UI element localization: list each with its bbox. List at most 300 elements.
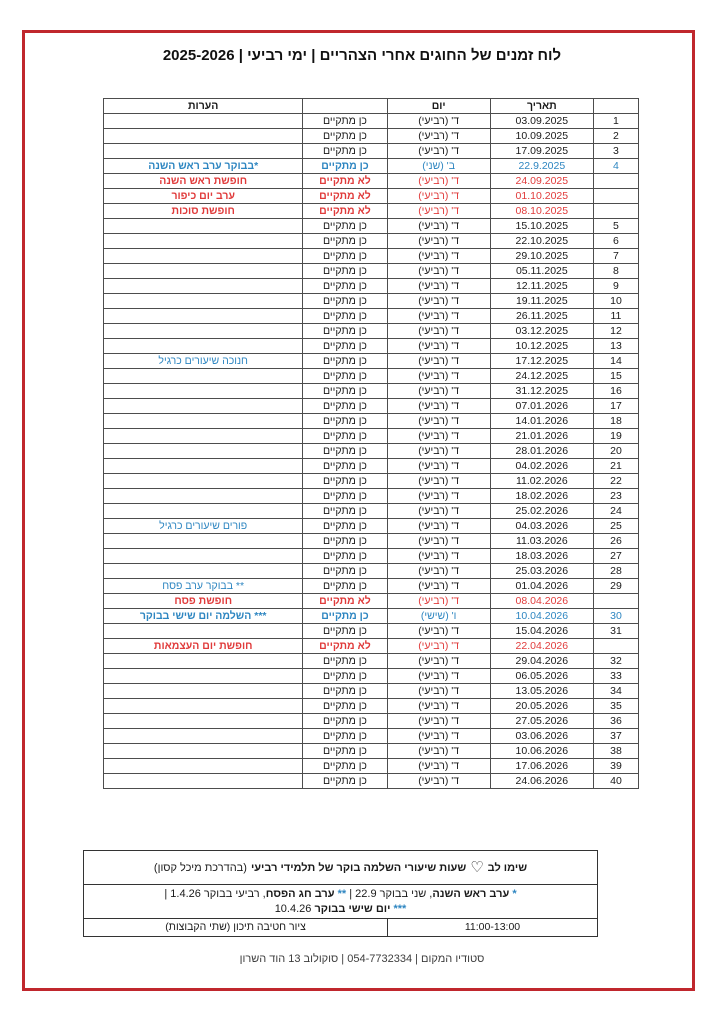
note-cell [104, 474, 303, 489]
summary-box [83, 850, 598, 937]
row-number-cell [593, 639, 638, 654]
legend-text: 10.4.26 [274, 902, 315, 915]
note-cell [104, 699, 303, 714]
table-row [104, 669, 639, 684]
note-cell [104, 504, 303, 519]
legend-text: יום שישי בבוקר [314, 902, 391, 915]
day-cell: ד' (רביעי) [387, 699, 490, 714]
date-cell: 10.06.2026 [490, 744, 593, 759]
table-row [104, 504, 639, 519]
date-cell: 22.10.2025 [490, 234, 593, 249]
day-cell: ד' (רביעי) [387, 534, 490, 549]
status-cell: כן מתקיים [303, 234, 387, 249]
table-row [104, 609, 639, 624]
note-cell [104, 234, 303, 249]
date-cell: 11.03.2026 [490, 534, 593, 549]
table-row [104, 429, 639, 444]
day-cell: ד' (רביעי) [387, 189, 490, 204]
date-cell: 03.06.2026 [490, 729, 593, 744]
status-header [303, 99, 387, 114]
row-number-cell: 16 [593, 384, 638, 399]
row-number-cell [593, 204, 638, 219]
note-cell: חנוכה שיעורים כרגיל [104, 354, 303, 369]
day-cell: ד' (רביעי) [387, 519, 490, 534]
row-number-cell: 24 [593, 504, 638, 519]
date-cell: 10.09.2025 [490, 129, 593, 144]
table-row [104, 264, 639, 279]
status-cell: לא מתקיים [303, 189, 387, 204]
table-row [104, 294, 639, 309]
date-cell: 04.02.2026 [490, 459, 593, 474]
date-cell: 01.04.2026 [490, 579, 593, 594]
day-cell: ד' (רביעי) [387, 729, 490, 744]
date-cell: 12.11.2025 [490, 279, 593, 294]
schedule-table-body [104, 114, 639, 789]
note-cell [104, 714, 303, 729]
note-cell [104, 219, 303, 234]
date-header: תאריך [490, 99, 593, 114]
day-cell: ו' (שישי) [387, 609, 490, 624]
note-cell: חופשת סוכות [104, 204, 303, 219]
row-number-cell: 6 [593, 234, 638, 249]
table-row [104, 624, 639, 639]
date-cell: 08.10.2025 [490, 204, 593, 219]
status-cell: כן מתקיים [303, 324, 387, 339]
table-row [104, 354, 639, 369]
note-cell: חופשת יום העצמאות [104, 639, 303, 654]
summary-suffix-text: (בהדרכת מיכל קסון) [153, 861, 247, 874]
row-number-cell: 9 [593, 279, 638, 294]
row-number-cell: 20 [593, 444, 638, 459]
day-cell: ד' (רביעי) [387, 129, 490, 144]
row-number-cell: 1 [593, 114, 638, 129]
day-cell: ד' (רביעי) [387, 564, 490, 579]
day-cell: ד' (רביעי) [387, 219, 490, 234]
day-cell: ד' (רביעי) [387, 369, 490, 384]
status-cell: לא מתקיים [303, 594, 387, 609]
day-cell: ד' (רביעי) [387, 324, 490, 339]
table-row [104, 639, 639, 654]
row-number-cell [593, 189, 638, 204]
day-cell: ד' (רביעי) [387, 294, 490, 309]
table-row [104, 744, 639, 759]
note-cell [104, 249, 303, 264]
status-cell: כן מתקיים [303, 279, 387, 294]
contact-footer: סטודיו המקום | 054-7732334 | סוקולוב 13 הוד השרון [239, 953, 485, 965]
note-cell [104, 729, 303, 744]
note-cell [104, 339, 303, 354]
table-row [104, 774, 639, 789]
date-cell: 05.11.2025 [490, 264, 593, 279]
row-number-cell: 21 [593, 459, 638, 474]
note-cell [104, 114, 303, 129]
note-cell [104, 669, 303, 684]
table-row [104, 249, 639, 264]
status-cell: כן מתקיים [303, 474, 387, 489]
table-row [104, 174, 639, 189]
day-cell: ד' (רביעי) [387, 744, 490, 759]
note-cell [104, 459, 303, 474]
date-cell: 17.12.2025 [490, 354, 593, 369]
table-row [104, 519, 639, 534]
number-header [593, 99, 638, 114]
status-cell: כן מתקיים [303, 384, 387, 399]
table-row [104, 444, 639, 459]
row-number-cell: 40 [593, 774, 638, 789]
table-row [104, 129, 639, 144]
summary-main-text: שעות שיעורי השלמה בוקר של תלמידי רביעי [250, 861, 467, 874]
note-cell [104, 444, 303, 459]
row-number-cell: 35 [593, 699, 638, 714]
day-cell: ד' (רביעי) [387, 594, 490, 609]
day-cell: ד' (רביעי) [387, 174, 490, 189]
status-cell: כן מתקיים [303, 429, 387, 444]
day-cell: ד' (רביעי) [387, 399, 490, 414]
date-cell: 15.04.2026 [490, 624, 593, 639]
status-cell: כן מתקיים [303, 159, 387, 174]
row-number-cell: 22 [593, 474, 638, 489]
date-cell: 04.03.2026 [490, 519, 593, 534]
table-row [104, 549, 639, 564]
date-cell: 17.09.2025 [490, 144, 593, 159]
status-cell: לא מתקיים [303, 204, 387, 219]
attention-label: שימו לב [487, 861, 528, 874]
status-cell: כן מתקיים [303, 354, 387, 369]
status-cell: כן מתקיים [303, 774, 387, 789]
table-row [104, 759, 639, 774]
row-number-cell: 30 [593, 609, 638, 624]
row-number-cell: 32 [593, 654, 638, 669]
row-number-cell: 31 [593, 624, 638, 639]
status-cell: כן מתקיים [303, 609, 387, 624]
date-cell: 22.04.2026 [490, 639, 593, 654]
date-cell: 17.06.2026 [490, 759, 593, 774]
heart-icon: ♡ [470, 859, 484, 876]
date-cell: 24.06.2026 [490, 774, 593, 789]
status-cell: כן מתקיים [303, 684, 387, 699]
day-cell: ד' (רביעי) [387, 429, 490, 444]
row-number-cell: 25 [593, 519, 638, 534]
table-row [104, 339, 639, 354]
day-cell: ד' (רביעי) [387, 339, 490, 354]
day-cell: ב' (שני) [387, 159, 490, 174]
status-cell: כן מתקיים [303, 504, 387, 519]
day-cell: ד' (רביעי) [387, 639, 490, 654]
day-cell: ד' (רביעי) [387, 354, 490, 369]
date-cell: 03.09.2025 [490, 114, 593, 129]
note-cell: פורים שיעורים כרגיל [104, 519, 303, 534]
status-cell: כן מתקיים [303, 714, 387, 729]
date-cell: 10.04.2026 [490, 609, 593, 624]
status-cell: כן מתקיים [303, 129, 387, 144]
legend-text: ערב ראש השנה [432, 887, 510, 900]
note-cell: חופשת ראש השנה [104, 174, 303, 189]
schedule-table-container [103, 98, 639, 789]
status-cell: כן מתקיים [303, 144, 387, 159]
note-cell [104, 309, 303, 324]
note-cell [104, 129, 303, 144]
note-cell [104, 294, 303, 309]
date-cell: 19.11.2025 [490, 294, 593, 309]
day-cell: ד' (רביעי) [387, 459, 490, 474]
note-cell: חופשת פסח [104, 594, 303, 609]
row-number-cell: 36 [593, 714, 638, 729]
status-cell: כן מתקיים [303, 249, 387, 264]
note-cell [104, 369, 303, 384]
summary-schedule-row [84, 919, 597, 936]
note-cell [104, 774, 303, 789]
day-cell: ד' (רביעי) [387, 549, 490, 564]
date-cell: 29.10.2025 [490, 249, 593, 264]
row-number-cell: 34 [593, 684, 638, 699]
table-row [104, 654, 639, 669]
summary-attention-row [84, 851, 597, 885]
table-row [104, 399, 639, 414]
day-cell: ד' (רביעי) [387, 309, 490, 324]
note-cell [104, 384, 303, 399]
day-cell: ד' (רביעי) [387, 144, 490, 159]
table-row [104, 729, 639, 744]
schedule-table [103, 98, 639, 789]
date-cell: 07.01.2026 [490, 399, 593, 414]
date-cell: 15.10.2025 [490, 219, 593, 234]
row-number-cell: 18 [593, 414, 638, 429]
status-cell: כן מתקיים [303, 669, 387, 684]
date-cell: 13.05.2026 [490, 684, 593, 699]
page-title: לוח זמנים של החוגים אחרי הצהריים | ימי רביעי | 2025-2026 [162, 47, 562, 64]
row-number-cell: 19 [593, 429, 638, 444]
note-cell [104, 759, 303, 774]
date-cell: 28.01.2026 [490, 444, 593, 459]
row-number-cell: 13 [593, 339, 638, 354]
note-cell [104, 399, 303, 414]
note-cell [104, 324, 303, 339]
table-row [104, 534, 639, 549]
table-row [104, 684, 639, 699]
date-cell: 25.03.2026 [490, 564, 593, 579]
day-cell: ד' (רביעי) [387, 414, 490, 429]
table-row [104, 219, 639, 234]
date-cell: 22.9.2025 [490, 159, 593, 174]
date-cell: 29.04.2026 [490, 654, 593, 669]
table-row [104, 384, 639, 399]
row-number-cell: 12 [593, 324, 638, 339]
row-number-cell [593, 174, 638, 189]
note-cell [104, 744, 303, 759]
note-cell [104, 564, 303, 579]
row-number-cell: 33 [593, 669, 638, 684]
date-cell: 11.02.2026 [490, 474, 593, 489]
asterisk-marker: ** [334, 887, 347, 900]
status-cell: כן מתקיים [303, 369, 387, 384]
status-cell: כן מתקיים [303, 219, 387, 234]
status-cell: כן מתקיים [303, 459, 387, 474]
activity-cell: ציור חטיבה תיכון (שתי הקבוצות) [165, 921, 306, 933]
legend-text: , רביעי בבוקר 1.4.26 | [164, 887, 266, 900]
row-number-cell: 26 [593, 534, 638, 549]
date-cell: 06.05.2026 [490, 669, 593, 684]
row-number-cell: 17 [593, 399, 638, 414]
note-cell [104, 654, 303, 669]
legend-text: ערב חג הפסח [265, 887, 335, 900]
row-number-cell: 37 [593, 729, 638, 744]
asterisk-marker: * [509, 887, 517, 900]
status-cell: כן מתקיים [303, 414, 387, 429]
note-cell [104, 144, 303, 159]
day-cell: ד' (רביעי) [387, 759, 490, 774]
date-cell: 20.05.2026 [490, 699, 593, 714]
status-cell: כן מתקיים [303, 519, 387, 534]
date-cell: 18.03.2026 [490, 549, 593, 564]
row-number-cell: 39 [593, 759, 638, 774]
status-cell: כן מתקיים [303, 744, 387, 759]
status-cell: כן מתקיים [303, 114, 387, 129]
table-row [104, 564, 639, 579]
table-row [104, 714, 639, 729]
row-number-cell: 8 [593, 264, 638, 279]
status-cell: כן מתקיים [303, 294, 387, 309]
row-number-cell: 23 [593, 489, 638, 504]
table-row [104, 204, 639, 219]
table-header-row [104, 99, 639, 114]
row-number-cell: 10 [593, 294, 638, 309]
table-row [104, 594, 639, 609]
status-cell: כן מתקיים [303, 309, 387, 324]
table-row [104, 324, 639, 339]
date-cell: 24.12.2025 [490, 369, 593, 384]
date-cell: 26.11.2025 [490, 309, 593, 324]
status-cell: כן מתקיים [303, 399, 387, 414]
day-cell: ד' (רביעי) [387, 654, 490, 669]
status-cell: כן מתקיים [303, 489, 387, 504]
date-cell: 08.04.2026 [490, 594, 593, 609]
note-cell [104, 549, 303, 564]
row-number-cell: 3 [593, 144, 638, 159]
day-cell: ד' (רביעי) [387, 234, 490, 249]
table-row [104, 414, 639, 429]
day-cell: ד' (רביעי) [387, 264, 490, 279]
day-cell: ד' (רביעי) [387, 249, 490, 264]
note-cell [104, 279, 303, 294]
day-header: יום [387, 99, 490, 114]
note-cell: *בבוקר ערב ראש השנה [104, 159, 303, 174]
table-row [104, 159, 639, 174]
day-cell: ד' (רביעי) [387, 579, 490, 594]
summary-legend-row [84, 885, 597, 919]
status-cell: לא מתקיים [303, 174, 387, 189]
row-number-cell [593, 594, 638, 609]
row-number-cell: 28 [593, 564, 638, 579]
status-cell: לא מתקיים [303, 639, 387, 654]
time-range-cell: 11:00-13:00 [387, 919, 597, 936]
date-cell: 18.02.2026 [490, 489, 593, 504]
row-number-cell: 11 [593, 309, 638, 324]
day-cell: ד' (רביעי) [387, 669, 490, 684]
status-cell: כן מתקיים [303, 654, 387, 669]
status-cell: כן מתקיים [303, 264, 387, 279]
table-row [104, 309, 639, 324]
table-row [104, 114, 639, 129]
table-row [104, 474, 639, 489]
table-row [104, 459, 639, 474]
row-number-cell: 4 [593, 159, 638, 174]
table-row [104, 144, 639, 159]
note-cell [104, 414, 303, 429]
day-cell: ד' (רביעי) [387, 504, 490, 519]
table-row [104, 279, 639, 294]
row-number-cell: 2 [593, 129, 638, 144]
note-cell [104, 684, 303, 699]
status-cell: כן מתקיים [303, 444, 387, 459]
day-cell: ד' (רביעי) [387, 279, 490, 294]
date-cell: 03.12.2025 [490, 324, 593, 339]
legend-text: , שני בבוקר 22.9 | [346, 887, 433, 900]
status-cell: כן מתקיים [303, 564, 387, 579]
day-cell: ד' (רביעי) [387, 684, 490, 699]
status-cell: כן מתקיים [303, 579, 387, 594]
row-number-cell: 38 [593, 744, 638, 759]
note-cell [104, 264, 303, 279]
day-cell: ד' (רביעי) [387, 714, 490, 729]
day-cell: ד' (רביעי) [387, 444, 490, 459]
row-number-cell: 14 [593, 354, 638, 369]
date-cell: 14.01.2026 [490, 414, 593, 429]
table-row [104, 369, 639, 384]
table-row [104, 579, 639, 594]
date-cell: 27.05.2026 [490, 714, 593, 729]
day-cell: ד' (רביעי) [387, 204, 490, 219]
date-cell: 24.09.2025 [490, 174, 593, 189]
day-cell: ד' (רביעי) [387, 474, 490, 489]
status-cell: כן מתקיים [303, 624, 387, 639]
note-cell [104, 534, 303, 549]
date-cell: 31.12.2025 [490, 384, 593, 399]
row-number-cell: 27 [593, 549, 638, 564]
row-number-cell: 15 [593, 369, 638, 384]
day-cell: ד' (רביעי) [387, 489, 490, 504]
status-cell: כן מתקיים [303, 729, 387, 744]
status-cell: כן מתקיים [303, 699, 387, 714]
note-cell: ערב יום כיפור [104, 189, 303, 204]
day-cell: ד' (רביעי) [387, 384, 490, 399]
table-row [104, 699, 639, 714]
status-cell: כן מתקיים [303, 759, 387, 774]
note-cell [104, 429, 303, 444]
row-number-cell: 29 [593, 579, 638, 594]
note-cell: *** השלמה יום שישי בבוקר [104, 609, 303, 624]
row-number-cell: 7 [593, 249, 638, 264]
day-cell: ד' (רביעי) [387, 624, 490, 639]
status-cell: כן מתקיים [303, 339, 387, 354]
note-cell [104, 624, 303, 639]
status-cell: כן מתקיים [303, 549, 387, 564]
asterisk-marker: *** [390, 902, 407, 915]
date-cell: 01.10.2025 [490, 189, 593, 204]
note-cell [104, 489, 303, 504]
date-cell: 25.02.2026 [490, 504, 593, 519]
date-cell: 10.12.2025 [490, 339, 593, 354]
table-row [104, 234, 639, 249]
status-cell: כן מתקיים [303, 534, 387, 549]
notes-header: הערות [104, 99, 303, 114]
day-cell: ד' (רביעי) [387, 774, 490, 789]
day-cell: ד' (רביעי) [387, 114, 490, 129]
table-row [104, 489, 639, 504]
date-cell: 21.01.2026 [490, 429, 593, 444]
note-cell: ** בבוקר ערב פסח [104, 579, 303, 594]
row-number-cell: 5 [593, 219, 638, 234]
table-row [104, 189, 639, 204]
